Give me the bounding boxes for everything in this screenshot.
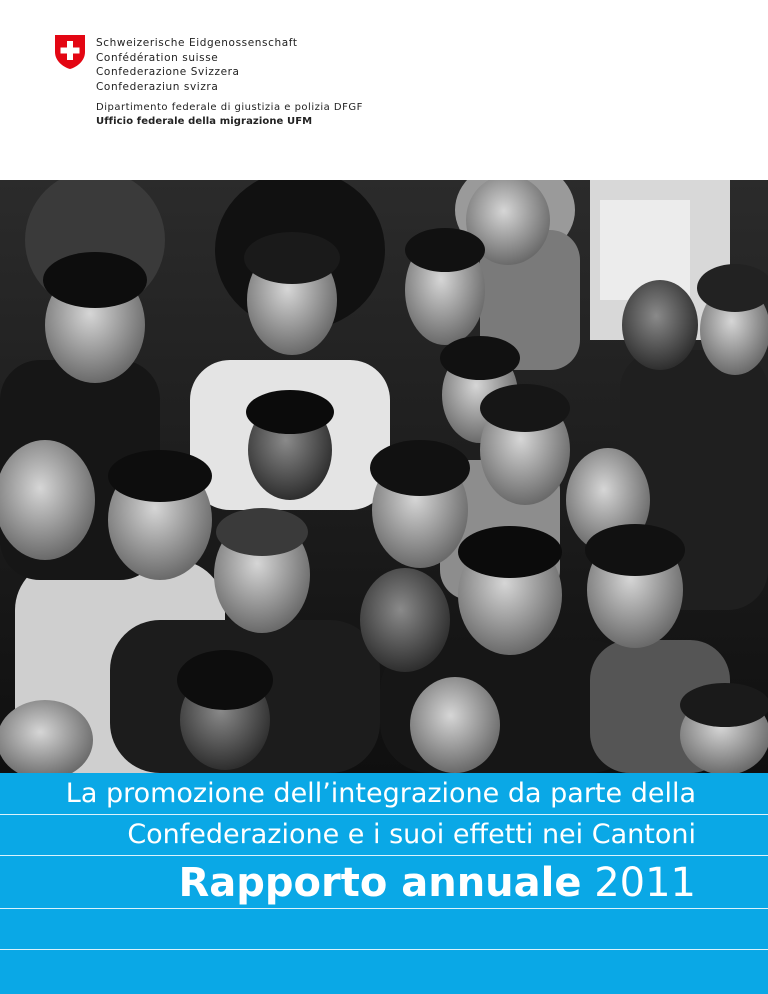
name-german: Schweizerische Eidgenossenschaft	[96, 37, 298, 49]
title-band	[0, 773, 768, 994]
name-french: Confédération suisse	[96, 51, 219, 64]
department-name: Dipartimento federale di giustizia e polizia DFGF	[96, 102, 363, 113]
department-block	[96, 101, 363, 129]
title-line-2: Confederazione e i suoi effetti nei Cantoni	[127, 819, 696, 850]
report-heading	[178, 859, 696, 907]
report-label: Rapporto annuale	[178, 860, 582, 906]
band-divider	[0, 949, 768, 950]
band-divider	[0, 855, 768, 856]
name-romansh: Confederaziun svizra	[96, 80, 219, 93]
swiss-cross-emblem-icon	[54, 34, 86, 70]
report-year: 2011	[594, 860, 696, 906]
band-divider	[0, 814, 768, 815]
cover-photo	[0, 180, 768, 773]
name-italian: Confederazione Svizzera	[96, 66, 240, 78]
band-divider	[0, 908, 768, 909]
confederation-names	[96, 36, 298, 94]
children-crowd-photo-icon	[0, 180, 768, 773]
office-name: Ufficio federale della migrazione UFM	[96, 116, 313, 127]
title-line-1: La promozione dell’integrazione da parte della	[65, 778, 696, 809]
